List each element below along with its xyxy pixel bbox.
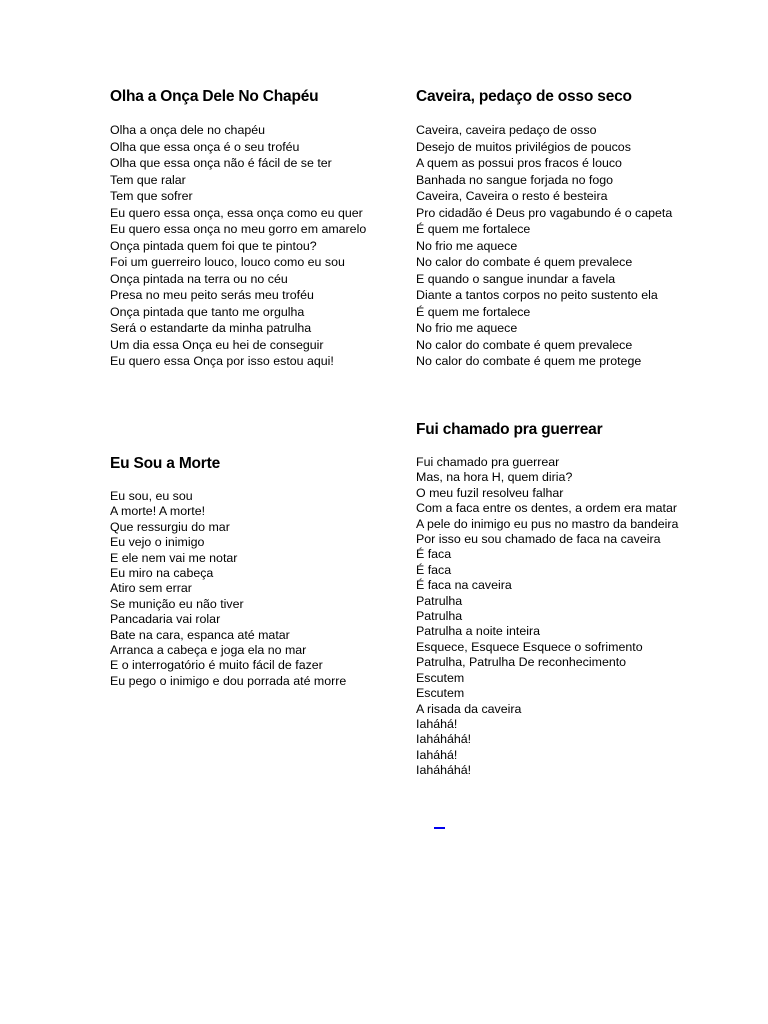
lyric-line: Que ressurgiu do mar	[110, 519, 230, 534]
lyric-line: É faca	[416, 562, 452, 577]
lyric-line: Patrulha, Patrulha De reconhecimento	[416, 655, 627, 670]
lyric-line: A morte! A morte!	[110, 504, 206, 519]
lyric-line: Esquece, Esquece Esquece o sofrimento	[416, 639, 643, 654]
lyric-line: Bate na cara, espanca até matar	[110, 627, 290, 642]
lyric-line: Iaháháhá!	[416, 732, 472, 747]
lyric-line: É faca	[416, 547, 452, 562]
lyric-line: E ele nem vai me notar	[110, 550, 238, 565]
lyric-line: Olha que essa onça é o seu troféu	[110, 139, 300, 154]
song-eu-sou-a-morte	[110, 455, 370, 689]
lyric-line: Presa no meu peito serás meu troféu	[110, 288, 314, 302]
song-caveira-pedaco-de-osso	[416, 88, 716, 370]
lyric-line: Patrulha	[416, 593, 463, 608]
lyric-line: Escutem	[416, 670, 465, 685]
song-lyrics	[416, 122, 716, 370]
lyric-line: É quem me fortalece	[416, 222, 531, 236]
song-olha-a-onca	[110, 88, 370, 370]
lyric-line: Onça pintada na terra ou no céu	[110, 271, 288, 286]
lyric-line: Patrulha a noite inteira	[416, 624, 540, 639]
lyric-line: Atiro sem errar	[110, 581, 192, 596]
lyric-line: Eu sou, eu sou	[110, 489, 193, 503]
lyric-line: É quem me fortalece	[416, 304, 531, 319]
lyric-line: No frio me aquece	[416, 321, 518, 335]
lyric-line: Foi um guerreiro louco, louco como eu sou	[110, 255, 345, 269]
lyric-line: Tem que ralar	[110, 172, 186, 187]
lyric-line: Olha a onça dele no chapéu	[110, 123, 266, 137]
lyric-line: A quem as possui pros fracos é louco	[416, 156, 622, 170]
lyric-line: Eu quero essa onça no meu gorro em amarelo	[110, 222, 367, 236]
song-lyrics	[416, 455, 716, 779]
lyric-line: Fui chamado pra guerrear	[416, 455, 560, 469]
lyric-line: Caveira, Caveira o resto é besteira	[416, 189, 608, 203]
lyric-line: Eu quero essa onça, essa onça como eu quer	[110, 205, 363, 220]
lyric-line: Iaháháhá!	[416, 763, 472, 778]
lyric-line: E quando o sangue inundar a favela	[416, 271, 616, 286]
lyric-line: No calor do combate é quem prevalece	[416, 255, 633, 269]
lyric-line: Olha que essa onça não é fácil de se ter	[110, 156, 332, 170]
song-lyrics	[110, 122, 370, 370]
lyric-line: Pancadaria vai rolar	[110, 612, 221, 627]
lyric-line: Onça pintada que tanto me orgulha	[110, 304, 305, 319]
lyric-line: Iaháhá!	[416, 716, 458, 731]
lyric-line: Diante a tantos corpos no peito sustento ela	[416, 288, 658, 302]
lyric-line: Tem que sofrer	[110, 189, 193, 203]
lyric-line: Com a faca entre os dentes, a ordem era matar	[416, 501, 678, 516]
lyric-line: No frio me aquece	[416, 238, 518, 253]
lyric-line: Arranca a cabeça e joga ela no mar	[110, 643, 307, 658]
song-lyrics	[110, 489, 370, 689]
lyric-line: Banhada no sangue forjada no fogo	[416, 172, 614, 187]
lyric-line: Iaháhá!	[416, 747, 458, 762]
lyric-line: É faca na caveira	[416, 578, 512, 593]
lyric-line: Escutem	[416, 686, 465, 701]
lyric-line: Eu vejo o inimigo	[110, 535, 205, 550]
lyric-line: No calor do combate é quem me protege	[416, 354, 642, 368]
lyric-line: Será o estandarte da minha patrulha	[110, 321, 312, 335]
lyric-line: Pro cidadão é Deus pro vagabundo é o capeta	[416, 205, 673, 220]
lyric-line: Mas, na hora H, quem diria?	[416, 470, 573, 485]
lyric-line: Onça pintada quem foi que te pintou?	[110, 238, 317, 253]
song-fui-chamado-pra-guerrear	[416, 421, 716, 779]
lyric-line: O meu fuzil resolveu falhar	[416, 485, 564, 500]
lyric-line: Eu pego o inimigo e dou porrada até morre	[110, 673, 347, 688]
lyric-line: Caveira, caveira pedaço de osso	[416, 123, 597, 137]
lyric-line: Patrulha	[416, 609, 463, 624]
lyric-line: Eu miro na cabeça	[110, 566, 214, 581]
song-title: Caveira, pedaço de osso seco	[416, 88, 632, 105]
lyric-line: Por isso eu sou chamado de faca na caveira	[416, 532, 661, 547]
lyric-line: Se munição eu não tiver	[110, 596, 244, 611]
song-title: Fui chamado pra guerrear	[416, 421, 603, 438]
lyric-line: Um dia essa Onça eu hei de conseguir	[110, 337, 324, 352]
lyric-line: No calor do combate é quem prevalece	[416, 337, 633, 352]
lyric-line: A pele do inimigo eu pus no mastro da bandeira	[416, 516, 679, 531]
lyric-line: Desejo de muitos privilégios de poucos	[416, 139, 631, 154]
hyperlink-underline[interactable]	[434, 827, 445, 829]
lyric-line: Eu quero essa Onça por isso estou aqui!	[110, 354, 334, 368]
song-title: Olha a Onça Dele No Chapéu	[110, 88, 319, 105]
lyric-line: E o interrogatório é muito fácil de fazer	[110, 658, 323, 673]
song-title: Eu Sou a Morte	[110, 455, 221, 472]
lyric-line: A risada da caveira	[416, 701, 522, 716]
